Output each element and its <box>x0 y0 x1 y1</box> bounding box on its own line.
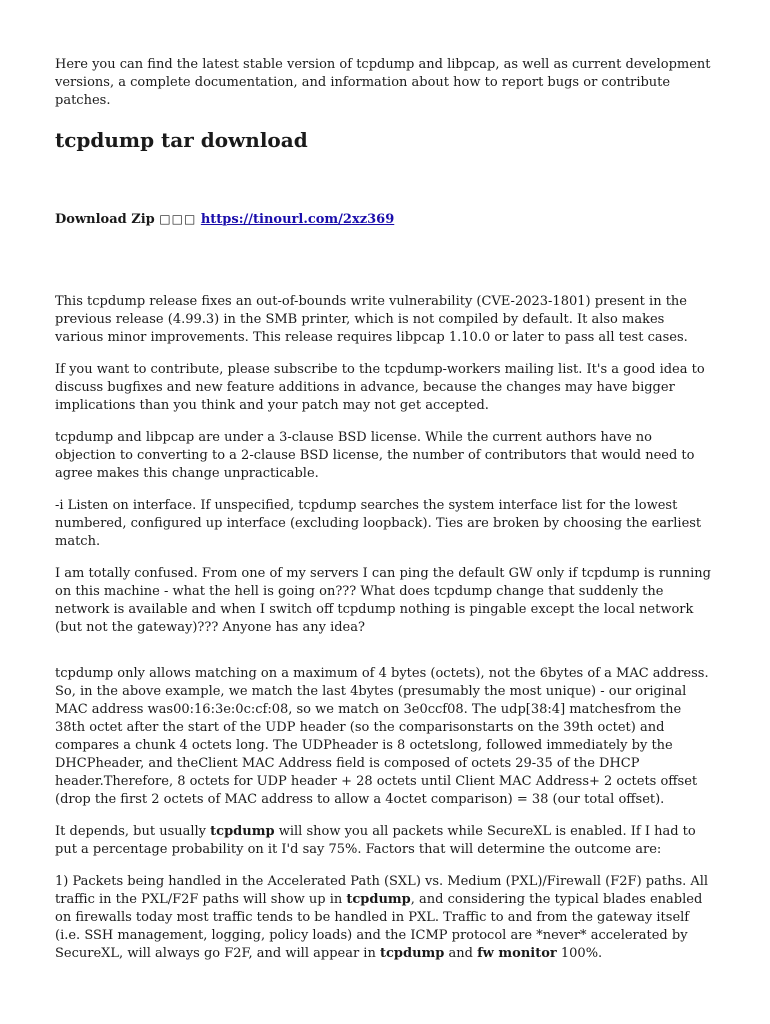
text-run: 1) Packets being handled in the Accelerated Path (SXL) vs. Medium (PXL)/Firewall (F2F) paths. All traffic in the PXL/F2F paths will show up in <box>55 874 709 907</box>
text-run: It depends, but usually <box>55 824 211 839</box>
text-run: 100%. <box>556 946 603 961</box>
paragraph-securexl <box>55 823 715 859</box>
bold-term: fw monitor <box>477 946 557 961</box>
placeholder-glyphs: □□□ <box>159 212 197 226</box>
bold-term: tcpdump <box>210 824 275 839</box>
paragraph-paths <box>55 873 715 963</box>
paragraph-release: This tcpdump release fixes an out-of-bounds write vulnerability (CVE-2023-1801) present in the previous release (4.99.3) in the SMB printer, which is not compiled by default. It also makes various minor improvements. This release requires libpcap 1.10.0 or later to pass all test cases. <box>55 294 688 345</box>
paragraph-question: I am totally confused. From one of my servers I can ping the default GW only if tcpdump is running on this machine - what the hell is going on??? What does tcpdump change that suddenly the network is available and when I switch off tcpdump nothing is pingable except the local network (but not the gateway)??? Anyone has any idea? <box>55 566 711 635</box>
page-title: tcpdump tar download <box>55 128 308 152</box>
text-run: will show you all packets while SecureXL is enabled. If I had to put a percentage probability on it I'd say 75%. Factors that will determine the outcome are: <box>55 824 696 857</box>
text-run: and <box>444 946 478 961</box>
paragraph-interface: -i Listen on interface. If unspecified, tcpdump searches the system interface list for the lowest numbered, configured up interface (excluding loopback). Ties are broken by choosing the earliest match. <box>55 498 702 549</box>
paragraph-contribute: If you want to contribute, please subscribe to the tcpdump-workers mailing list. It's a good idea to discuss bugfixes and new feature additions in advance, because the changes may have bigger implications than you think and your patch may not get accepted. <box>55 362 705 413</box>
paragraph-license: tcpdump and libpcap are under a 3-clause BSD license. While the current authors have no objection to converting to a 2-clause BSD license, the number of contributors that would need to agree makes this change unpracticable. <box>55 430 695 481</box>
text-run: , and considering the typical blades enabled on firewalls today most traffic tends to be handled in PXL. Traffic to and from the gateway itself (i.e. SSH management, logging, policy loads) and the ICMP protocol are *never* accelerated by SecureXL, will always go F2F, and will appear in <box>55 892 703 961</box>
bold-term: tcpdump <box>346 892 411 907</box>
download-label: Download Zip <box>55 212 155 227</box>
download-line <box>55 210 715 229</box>
bold-term: tcpdump <box>379 946 445 961</box>
paragraph-mac-matching: tcpdump only allows matching on a maximum of 4 bytes (octets), not the 6bytes of a MAC address. So, in the above example, we match the last 4bytes (presumably the most unique) - our original MAC address was00:16:3e:0c:cf:08, so we match on 3e0ccf08. The udp[38:4] matchesfrom the 38th octet after the start of the UDP header (so the comparisonstarts on the 39th octet) and compares a chunk 4 octets long. The UDPheader is 8 octetslong, followed immediately by the DHCPheader, and theClient MAC Address field is composed of octets 29-35 of the DHCP header.Therefore, 8 octets for UDP header + 28 octets until Client MAC Address+ 2 octets offset (drop the first 2 octets of MAC address to allow a 4octet comparison) = 38 (our total offset). <box>55 666 709 807</box>
intro-paragraph: Here you can find the latest stable version of tcpdump and libpcap, as well as current development versions, a complete documentation, and information about how to report bugs or contribute patches. <box>55 57 711 108</box>
download-link[interactable]: https://tinourl.com/2xz369 <box>200 212 395 227</box>
